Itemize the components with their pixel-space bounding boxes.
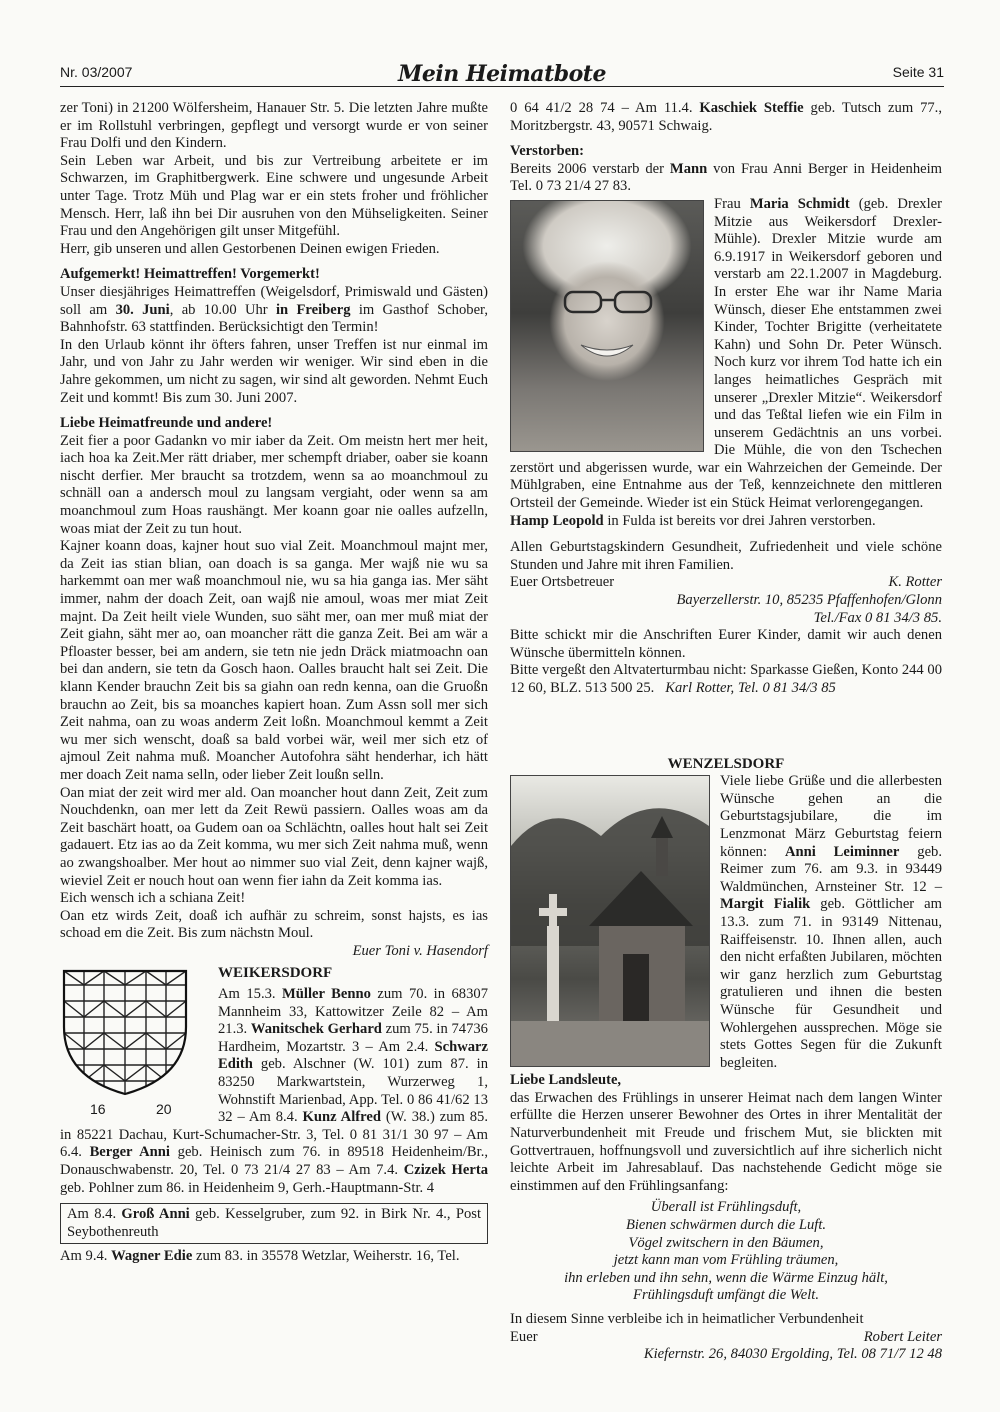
obituary-text: Sein Leben war Arbeit, und bis zur Vertreibung arbeitete er im Schwarzen, im Graphitbergwerk. Eine schwere und ungesunde Arbeit unter Tage. Trotz Müh und Plag war er ein stets froher und fröhlicher Mensch. Herr, laß ihn bei Dir ausruhen von den Mühseligkeiten. Seiner Frau und den Angehörigen gilt unser Mitgefühl.: [60, 152, 488, 240]
poem-line: ihn erleben und ihn sehn, wenn die Wärme Einzug hält,: [564, 1269, 888, 1286]
section-weikersdorf: WEIKERSDORF: [218, 964, 333, 981]
birthday-wagner: Am 9.4. Wagner Edie zum 83. in 35578 Wetzlar, Weiherstr. 16, Tel.: [60, 1248, 460, 1265]
poem-line: Bienen schwärmen durch die Luft.: [625, 1217, 827, 1234]
closing-text: In diesem Sinne verbleibe ich in heimatlicher Verbundenheit: [510, 1311, 864, 1327]
obituary-text: zer Toni) in 21200 Wölfersheim, Hanauer Str. 5. Die letzten Jahre mußte er im Rollstuhl verbringen, gepflegt und versorgt wurde er von seiner Frau Dolfi und den Kindern.: [60, 100, 488, 152]
dialect-text: Kajner koann doas, kajner hout suo vial Zeit. Moanchmoul majnt mer, da Zeit ias stian blian, oan doach is sa ganga. Mer wajß nie wu sa harkemmt oan mer waß moanchmoul nie, wu sa hia ganga ias. Mer säht immer, nahm der doach Zeit, oan wajß nie amoul, woas mer miat Zeit majnt. Da Zeit heilt viele Wunden, suo säht mer, oan mer muß miat der Zeit giahn, säht mer ao, oan moancher rätt die ganza Zeit. Bei am wär a Pfloaster besser, bei am andern, sie tetn nie jedn Dräck miatmoachn oan bei dan andern, sie tetn da Gosch haon. Oalles braucht halt sei Zeit. Die klann Kender brauchn Zeit bis sa giahn oan redn kenna, oan die Gruoßn brauchn ao Zeit, bis sa moanches kapiert hoan. Zum Assn soll mer sich Zeit nahma, oan zu woas anderm Zeit loßn. Moanchmoul kemmt a Zeit wu mer sich wenscht, doaß sa bald vorbei wär, weil mer sich etz of ajmoul Zeit nahma muß. Moancher Autofohra säht henderhar, ich hätt mer doach Zeit nama selln, oder lieber Zeit loußn selln.: [60, 538, 488, 783]
poem-line: Frühlingsduft umfängt die Welt.: [633, 1287, 819, 1304]
signature-toni: Euer Toni v. Hasendorf: [352, 942, 488, 959]
donation-notice: Bitte vergeßt den Altvaterturmbau nicht: Sparkasse Gießen, Konto 244 00 12 60, BLZ. 513 500 25. Karl Rotter, Tel. 0 81 34/3 85: [510, 662, 942, 696]
wenzelsdorf-birthdays: Viele liebe Grüße und die allerbesten Wünsche gehen an die Geburtstagsjubilare, die im Lenzmonat März Geburtstag feiern können: Anni Leiminner geb. Reimer zum 76. am 9.3. in 93449 Waldmünchen, Arnsteiner Str. 12 – Margit Fialik geb. Göttlicher am 13.3. zum 71. in 93149 Nittenau, Raiffeisenstr. 10. Ihnen allen, auch den nicht erfaßten Jubilaren, möchten wir ganz herzlich zum Geburtstag gratulieren und ihnen die besten Wünsche für Gesundheit und Wohlergehen aussprechen. Möge sie stets Gottes Segen für die Zukunft begleiten.: [720, 773, 942, 1071]
leiter-address: Kiefernstr. 26, 84030 Ergolding, Tel. 08 71/7 12 48: [643, 1346, 942, 1363]
spring-poem: [510, 1199, 942, 1305]
signature-leiter: Euer Robert Leiter: [510, 1328, 942, 1345]
glasses-shape: [563, 289, 653, 315]
shield-year-left: 16: [90, 1100, 106, 1117]
smile-shape: [577, 341, 637, 365]
dialect-text: Zeit fier a poor Gadankn vo mir iaber da Zeit. Om meistn hert mer heit, iach hoa ka Zeit.Mer rätt driaber, mer schempft driaber, oaber sie koann nischt derfier. Mer braucht sa trotzdem, wenn sa ao moanchmoul zu schnäll oan a andersch moul zu langsam vergiaht, oder wenn sa am moanchmoul zum Hoas raushängt. Mer koann goar nie oalles aufzelln, woas miat der Zeit zu tun hout.: [60, 432, 488, 537]
landsleute-text: das Erwachen des Frühlings in unserer Heimat nach dem langen Winter erfüllte die Herzen unserer Bewohner des Ortes in ihrer Mentalität der Naturverbundenheit mit Freude und frischem Mut, sie blickten mit Gottvertrauen, hoffnungsvoll und zuversichtlich auf ihre sicherlich nicht leichte Arbeit im Jahresablauf. Das nachstehende Gedicht möge sie einstimmen auf den Frühlingsanfang:: [510, 1089, 942, 1194]
rotter-phone: Tel./Fax 0 81 34/3 85.: [813, 609, 942, 626]
chapel-photo: [510, 775, 710, 1067]
obituary-hamp: Hamp Leopold in Fulda ist bereits vor drei Jahren verstorben.: [510, 512, 876, 529]
birthday-kaschiek: 0 64 41/2 28 74 – Am 11.4. Kaschiek Steffie geb. Tutsch zum 77., Moritzbergstr. 43, 90571 Schwaig.: [510, 100, 942, 134]
dialect-text: Oan miat der zeit wird mer ald. Oan moancher hout dann Zeit, Zeit zum Nouchdenkn, oan mer lett da Zeit Rewü passiern. Oalles woas am da Zeit baschärt hoatt, oa Gudem oan oa Schlächtn, oalles hout halt sei Zeit gadauert. Etz ias ao da Zeit komma, wu mer sich Zeit nahma muß, wenn ao zwangshoalber. Mer hout ao nimmer suo vial Zeit, denn kajner wajß, wieviel Zeit er nouch hout oan wenn fier iahn da Zeit komma ias.: [60, 784, 488, 889]
birthday-greeting: Allen Geburtstagskindern Gesundheit, Zufriedenheit und viele schöne Stunden und Jahre mit ihren Familien.: [510, 539, 942, 573]
section-wenzelsdorf: WENZELSDORF: [667, 755, 785, 772]
heimattreffen-text-2: In den Urlaub könnt ihr öfters fahren, unser Treffen ist nur einmal im Jahr, und von Jahr zu Jahr werden wir weniger. Wir sind eben in die Jahre gekommen, um nicht zu sagen, wir sind alt geworden. Nehmt Euch Zeit und kommt! Bis zum 30. Juni 2007.: [60, 336, 488, 406]
chapel-illustration: [511, 776, 709, 1066]
portrait-photo: [510, 200, 704, 452]
dialect-text: Oan etz wirds Zeit, doaß ich aufhär zu schreim, sonst hajsts, es ias schoad em die Zeit. Bis zum nächstn Moul.: [60, 907, 488, 942]
heading-landsleute: Liebe Landsleute,: [510, 1072, 622, 1089]
heading-liebe-heimatfreunde: Liebe Heimatfreunde und andere!: [60, 415, 273, 432]
shield-year-right: 20: [156, 1100, 172, 1117]
verstorben-text: Bereits 2006 verstarb der Mann von Frau Anni Berger in Heidenheim Tel. 0 73 21/4 27 83.: [510, 160, 942, 195]
coat-of-arms: [60, 967, 210, 1119]
weikersdorf-birthdays: Am 15.3. Müller Benno zum 70. in 68307 Mannheim 33, Kattowitzer Zeile 82 – Am 21.3. Wanitschek Gerhard zum 75. in 74736 Hardheim, Mozartstr. 3 – Am 2.4. Schwarz Edith geb. Alschner (W. 101) zum 87. in 83250 Markwartstein, Wurzerweg 1, Wohnstift Marienbad, App. Tel. 0 86 41/62 13 32 – Am 8.4. Kunz Alfred (W. 38.) zum 85. in 85221 Dachau, Kurt-Schumacher-Str. 3, Tel. 0 81 31/1 30 97 – Am 6.4. Berger Anni geb. Heinisch zum 76. in 89518 Heidenheim/Br., Donauschwabenstr. 20, Tel. 0 73 21/4 27 83 – Am 7.4. Czizek Herta geb. Pohlner zum 86. in Heidenheim 9, Gerh.-Hauptmann-Str. 4: [60, 986, 489, 1196]
masthead-title: Mein Heimatbote: [398, 61, 606, 88]
left-column: [60, 100, 488, 1266]
poem-line: Vögel zwitschern in den Bäumen,: [628, 1234, 824, 1251]
rotter-address: Bayerzellerstr. 10, 85235 Pfaffenhofen/Glonn: [676, 592, 942, 609]
right-column: [510, 100, 942, 1364]
heading-heimattreffen: Aufgemerkt! Heimattreffen! Vorgemerkt!: [60, 266, 320, 283]
page-header: [60, 46, 944, 87]
dialect-text: Eich wensch ich a schiana Zeit!: [60, 890, 246, 907]
signature-rotter: Euer Ortsbetreuer K. Rotter: [510, 574, 942, 591]
prayer-text: Herr, gib unseren und allen Gestorbenen Deinen ewigen Frieden.: [60, 240, 440, 257]
heading-verstorben: Verstorben:: [510, 143, 585, 160]
page-number: Seite 31: [892, 64, 944, 81]
issue-number: Nr. 03/2007: [60, 64, 133, 81]
poem-line: jetzt kann man vom Frühling träumen,: [613, 1252, 839, 1269]
poem-line: Überall ist Frühlingsduft,: [650, 1199, 802, 1216]
heimattreffen-text: Unser diesjähriges Heimattreffen (Weigelsdorf, Primiswald und Gästen) soll am 30. Juni, ab 10.00 Uhr in Freiberg im Gasthof Schober, Bahnhofstr. 63 stattfinden. Berücksichtigt den Termin!: [60, 283, 488, 336]
boxed-notice: Am 8.4. Groß Anni geb. Kesselgruber, zum 92. in Birk Nr. 4., Post Seybothenreuth: [60, 1203, 488, 1244]
request-addresses: Bitte schickt mir die Anschriften Eurer Kinder, damit wir auch denen Wünsche übermitteln können.: [510, 627, 942, 661]
shield-icon: [60, 967, 190, 1097]
obituary-schmidt: Frau Maria Schmidt (geb. Drexler Mitzie aus Weikersdorf Drexler-Mühle). Drexler Mitzie wurde am 6.9.1917 in Weikersdorf geboren und verstarb am 22.1.2007 in Magdeburg. In erster Ehe war ihr Name Maria Wünsch, dieser Ehe entstammen zwei Kinder, Tochter Brigitte (verheitatete Kahn) und Sohn Dr. Peter Wünsch. Noch kurz vor ihrem Tod hatte ich ein langes heimatliches Gespräch mit unserer „Drexler Mitzie“. Weikersdorf und das Teßtal liefen wie ein Film in unserem Gedächtnis an uns vorbei. Die Mühle, die von den Tschechen zerstört und abgerissen wurde, war ein Wahrzeichen der Gemeinde. Der Mühlgraben, eine Entnahme aus der Teß, kennzeichnete den mittleren Ortsteil der Gemeinde. Wieder ist ein Stück Heimat verlorengegangen.: [510, 195, 942, 512]
